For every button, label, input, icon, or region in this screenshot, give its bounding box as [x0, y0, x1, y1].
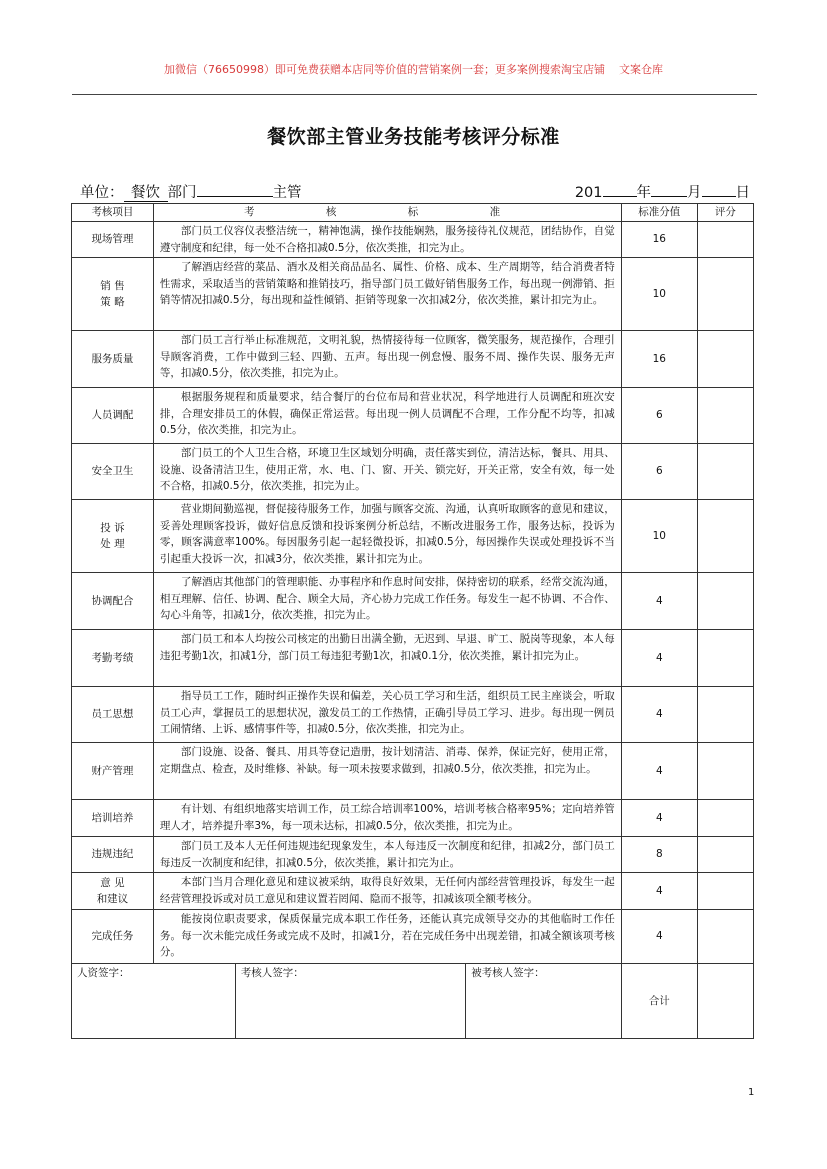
- points-cell: 10: [621, 500, 697, 573]
- category-cell: 培训培养: [72, 800, 154, 837]
- table-row: [72, 573, 754, 630]
- day-field[interactable]: [702, 196, 736, 197]
- rating-cell[interactable]: [697, 500, 753, 573]
- store-name: 文案仓库: [619, 63, 663, 76]
- criteria-cell: 部门设施、设备、餐具、用具等登记造册，按计划清洁、消毒、保养，保证完好，使用正常，定期盘点、检查，及时维修、补缺。每一项未按要求做到，扣减0.5分，依次类推，扣完为止。: [153, 743, 621, 800]
- table-row: [72, 910, 754, 964]
- category-cell: 投 诉 处 理: [72, 500, 154, 573]
- rating-cell[interactable]: [697, 258, 753, 331]
- rating-cell[interactable]: [697, 687, 753, 743]
- points-cell: 8: [621, 837, 697, 873]
- header-criteria: 考 核 标 准: [153, 204, 621, 222]
- assessee-signature-cell[interactable]: [466, 964, 622, 1039]
- table-row: [72, 800, 754, 837]
- category-cell: 现场管理: [72, 222, 154, 258]
- rating-cell[interactable]: [697, 800, 753, 837]
- assessor-signature-label: 考核人签字：: [240, 967, 304, 979]
- criteria-cell: 根据服务规程和质量要求，结合餐厅的台位布局和营业状况，科学地进行人员调配和班次安排，合理安排员工的休假，确保正常运营。每出现一例人员调配不合理，工作分配不均等，扣减0.5分，依次类推，扣完为止。: [153, 388, 621, 444]
- month-label: 月: [687, 185, 702, 201]
- points-cell: 16: [621, 222, 697, 258]
- category-cell: 意 见 和建议: [72, 873, 154, 910]
- header-rule: [72, 94, 757, 95]
- points-cell: 16: [621, 331, 697, 388]
- criteria-cell: 营业期间勤巡视，督促接待服务工作，加强与顾客交流、沟通，认真听取顾客的意见和建议，妥善处理顾客投诉，做好信息反馈和投诉案例分析总结，不断改进服务工作，服务达标，投诉为零，顾客满意率100%。每因服务引起一起轻微投诉，扣减0.5分，每因操作失误或处理投诉不当引起重大投诉一次，扣减3分，依次类推，累计扣完为止。: [153, 500, 621, 573]
- points-cell: 6: [621, 444, 697, 500]
- header-rating: 评分: [697, 204, 753, 222]
- hr-signature-cell[interactable]: [72, 964, 236, 1039]
- table-row: [72, 630, 754, 687]
- category-cell: 违规违纪: [72, 837, 154, 873]
- rating-cell[interactable]: [697, 743, 753, 800]
- rating-cell[interactable]: [697, 331, 753, 388]
- unit-label: 单位：: [80, 185, 124, 201]
- rating-cell[interactable]: [697, 573, 753, 630]
- unit-line: [80, 181, 302, 202]
- points-cell: 4: [621, 800, 697, 837]
- table-row: [72, 687, 754, 743]
- points-cell: 4: [621, 687, 697, 743]
- table-row: [72, 331, 754, 388]
- points-cell: 4: [621, 910, 697, 964]
- rating-cell[interactable]: [697, 837, 753, 873]
- points-cell: 4: [621, 573, 697, 630]
- table-row: [72, 222, 754, 258]
- points-cell: 4: [621, 630, 697, 687]
- category-cell: 服务质量: [72, 331, 154, 388]
- table-row: [72, 444, 754, 500]
- promo-banner: [0, 61, 827, 77]
- dept-field[interactable]: [197, 196, 273, 197]
- total-value-cell[interactable]: [697, 964, 753, 1039]
- points-cell: 10: [621, 258, 697, 331]
- criteria-cell: 指导员工工作，随时纠正操作失误和偏差，关心员工学习和生活，组织员工民主座谈会，听取员工心声，掌握员工的思想状况，激发员工的工作热情，正确引导员工学习、进步。每出现一例员工闹情绪、上诉、感情事件等，扣减0.5分，依次类推，扣完为止。: [153, 687, 621, 743]
- assessment-table: [71, 203, 754, 1039]
- table-row: [72, 743, 754, 800]
- table-row: [72, 500, 754, 573]
- points-cell: 4: [621, 873, 697, 910]
- category-cell: 安全卫生: [72, 444, 154, 500]
- criteria-cell: 能按岗位职责要求，保质保量完成本职工作任务，还能认真完成领导交办的其他临时工作任务。每一次未能完成任务或完成不及时，扣减1分，若在完成任务中出现差错，扣减全额该项考核分。: [153, 910, 621, 964]
- category-cell: 考勤考绩: [72, 630, 154, 687]
- year-field[interactable]: [603, 196, 637, 197]
- criteria-cell: 部门员工和本人均按公司核定的出勤日出满全勤，无迟到、早退、旷工、脱岗等现象，本人每违犯考勤1次，扣减1分，部门员工每违犯考勤1次，扣减0.1分，依次类推，累计扣完为止。: [153, 630, 621, 687]
- header-points: 标准分值: [621, 204, 697, 222]
- criteria-cell: 本部门当月合理化意见和建议被采纳，取得良好效果，无任何内部经营管理投诉，每发生一起经营管理投诉或对员工意见和建议置若罔闻、隐而不报等，扣减该项全额考核分。: [153, 873, 621, 910]
- category-cell: 销 售 策 略: [72, 258, 154, 331]
- criteria-cell: 部门员工及本人无任何违规违纪现象发生，本人每违反一次制度和纪律，扣减2分，部门员工每违反一次制度和纪律，扣减0.5分，依次类推，累计扣完为止。: [153, 837, 621, 873]
- table-row: [72, 258, 754, 331]
- rating-cell[interactable]: [697, 444, 753, 500]
- table-row: [72, 873, 754, 910]
- form-meta: [80, 181, 750, 201]
- points-cell: 6: [621, 388, 697, 444]
- page-number: 1: [748, 1087, 755, 1098]
- assessor-signature-cell[interactable]: [235, 964, 465, 1039]
- category-cell: 人员调配: [72, 388, 154, 444]
- criteria-cell: 了解酒店经营的菜品、酒水及相关商品品名、属性、价格、成本、生产周期等，结合消费者特性需求，采取适当的营销策略和推销技巧，指导部门员工做好销售服务工作，每出现一例滞销、拒销等情况扣减0.5分，每出现和益性倾销、拒销等现象一次扣减2分，依次类推，累计扣完为止。: [153, 258, 621, 331]
- table-row: [72, 837, 754, 873]
- table-header-row: [72, 204, 754, 222]
- hr-signature-label: 人资签字：: [77, 967, 130, 979]
- day-label: 日: [735, 185, 750, 201]
- category-cell: 员工思想: [72, 687, 154, 743]
- unit-field[interactable]: 餐饮: [124, 186, 168, 202]
- category-cell: 完成任务: [72, 910, 154, 964]
- criteria-cell: 了解酒店其他部门的管理职能、办事程序和作息时间安排，保持密切的联系，经常交流沟通，相互理解、信任、协调、配合、顾全大局，齐心协力完成工作任务。每发生一起不协调、不合作、勾心斗角等，扣减1分，依次类推，扣完为止。: [153, 573, 621, 630]
- criteria-cell: 部门员工仪容仪表整洁统一，精神饱满，操作技能娴熟，服务接待礼仪规范，团结协作，自觉遵守制度和纪律，每一处不合格扣减0.5分，依次类推，扣完为止。: [153, 222, 621, 258]
- page-title: 餐饮部主管业务技能考核评分标准: [267, 126, 560, 148]
- year-label: 年: [636, 185, 651, 201]
- header-item: 考核项目: [72, 204, 154, 222]
- category-cell: 协调配合: [72, 573, 154, 630]
- promo-text: 加微信（76650998）即可免费获赠本店同等价值的营销案例一套；更多案例搜索淘宝店铺: [164, 63, 605, 76]
- total-label: 合计: [621, 964, 697, 1039]
- dept-label: 部门: [167, 185, 197, 201]
- rating-cell[interactable]: [697, 910, 753, 964]
- category-cell: 财产管理: [72, 743, 154, 800]
- signature-row: [72, 964, 754, 1039]
- month-field[interactable]: [651, 196, 687, 197]
- points-cell: 4: [621, 743, 697, 800]
- criteria-cell: 部门员工的个人卫生合格，环境卫生区域划分明确，责任落实到位，清洁达标，餐具、用具、设施、设备清洁卫生，使用正常，水、电、门、窗、开关、锁完好，开关正常，安全有效，每一处不合格，扣减0.5分，依次类推，扣完为止。: [153, 444, 621, 500]
- criteria-cell: 部门员工言行举止标准规范，文明礼貌，热情接待每一位顾客，微笑服务，规范操作，合理引导顾客消费，工作中做到三轻、四勤、五声。每出现一例怠慢、服务不周、操作失误、服务无声等，扣减0.5分，依次类推，扣完为止。: [153, 331, 621, 388]
- rating-cell[interactable]: [697, 630, 753, 687]
- date-line: [575, 181, 750, 202]
- role-label: 主管: [272, 185, 302, 201]
- criteria-cell: 有计划、有组织地落实培训工作，员工综合培训率100%，培训考核合格率95%；定向培养管理人才，培养提升率3%，每一项未达标，扣减0.5分，依次类推，扣完为止。: [153, 800, 621, 837]
- table-row: [72, 388, 754, 444]
- rating-cell[interactable]: [697, 388, 753, 444]
- assessee-signature-label: 被考核人签字：: [471, 967, 545, 979]
- rating-cell[interactable]: [697, 222, 753, 258]
- rating-cell[interactable]: [697, 873, 753, 910]
- year-prefix: 201: [574, 185, 603, 201]
